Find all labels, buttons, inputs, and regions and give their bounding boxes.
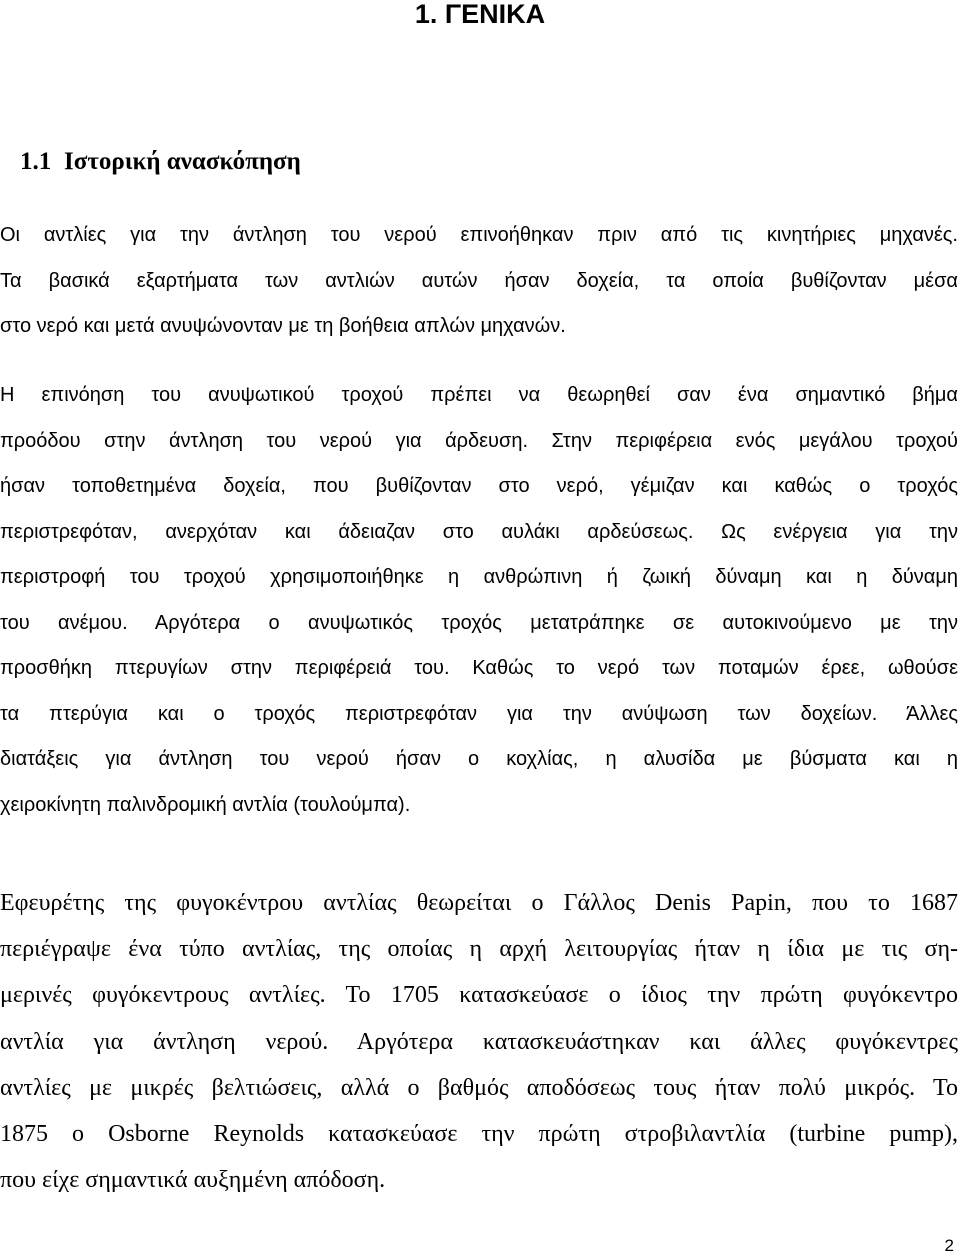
paragraph-intro	[0, 213, 958, 350]
text-line: Η επινόηση του ανυψωτικού τροχού πρέπει να θεωρηθεί σαν ένα σημαντικό βήμα	[0, 384, 958, 406]
text-line: περιστρεφόταν, ανερχόταν και άδειαζαν στο αυλάκι αρδεύσεως. Ως ενέργεια για την	[0, 520, 958, 543]
text-line: περιέγραψε ένα τύπο αντλίας, της οποίας η αρχή λειτουργίας ήταν η ίδια με τις ση-	[0, 936, 958, 963]
section-title: Ιστορική ανασκόπηση	[64, 148, 301, 175]
text-line: τα πτερύγια και ο τροχός περιστρεφόταν για την ανύψωση των δοχείων. Άλλες	[0, 702, 958, 725]
text-line: ήσαν τοποθετημένα δοχεία, που βυθίζονταν στο νερό, γέμιζαν και καθώς ο τροχός	[0, 475, 958, 497]
text-line: που είχε σημαντικά αυξημένη απόδοση.	[0, 1167, 386, 1194]
page-number: 2	[944, 1236, 954, 1255]
text-line: αντλία για άντληση νερού. Αργότερα κατασκευάστηκαν και άλλες φυγόκεντρες	[0, 1028, 958, 1055]
section-heading	[20, 142, 301, 182]
section-number: 1.1	[20, 148, 52, 175]
text-line: προόδου στην άντληση του νερού για άρδευση. Στην περιφέρεια ενός μεγάλου τροχού	[0, 429, 958, 452]
text-line: χειροκίνητη παλινδρομική αντλία (τουλούμπα).	[0, 793, 411, 816]
text-line: διατάξεις για άντληση του νερού ήσαν ο κοχλίας, η αλυσίδα με βύσματα και η	[0, 748, 958, 770]
text-line: 1875 ο Osborne Reynolds κατασκεύασε την πρώτη στροβιλαντλία (turbine pump),	[0, 1121, 958, 1148]
paragraph-lifting-wheel	[0, 373, 958, 828]
text-line: στο νερό και μετά ανυψώνονταν με τη βοήθεια απλών μηχανών.	[0, 315, 566, 337]
text-line: αντλίες με μικρές βελτιώσεις, αλλά ο βαθμός αποδόσεως τους ήταν πολύ μικρός. Το	[0, 1074, 958, 1101]
text-line: προσθήκη πτερυγίων στην περιφέρειά του. Καθώς το νερό των ποταμών έρεε, ωθούσε	[0, 657, 958, 679]
text-line: μερινές φυγόκεντρους αντλίες. Το 1705 κατασκεύασε ο ίδιος την πρώτη φυγόκεντρο	[0, 982, 958, 1009]
text-line: Τα βασικά εξαρτήματα των αντλιών αυτών ήσαν δοχεία, τα οποία βυθίζονταν μέσα	[0, 269, 958, 292]
text-line: Εφευρέτης της φυγοκέντρου αντλίας θεωρείται ο Γάλλος Denis Papin, που το 1687	[0, 890, 958, 916]
text-line: του ανέμου. Αργότερα ο ανυψωτικός τροχός μετατράπηκε σε αυτοκινούμενο με την	[0, 611, 958, 634]
text-line: Οι αντλίες για την άντληση του νερού επινοήθηκαν πριν από τις κινητήριες μηχανές.	[0, 224, 958, 246]
text-line: περιστροφή του τροχού χρησιμοποιήθηκε η ανθρώπινη ή ζωική δύναμη και η δύναμη	[0, 566, 958, 588]
paragraph-centrifugal-pump	[0, 880, 958, 1203]
chapter-title: 1. ΓΕΝΙΚΑ	[414, 0, 546, 29]
